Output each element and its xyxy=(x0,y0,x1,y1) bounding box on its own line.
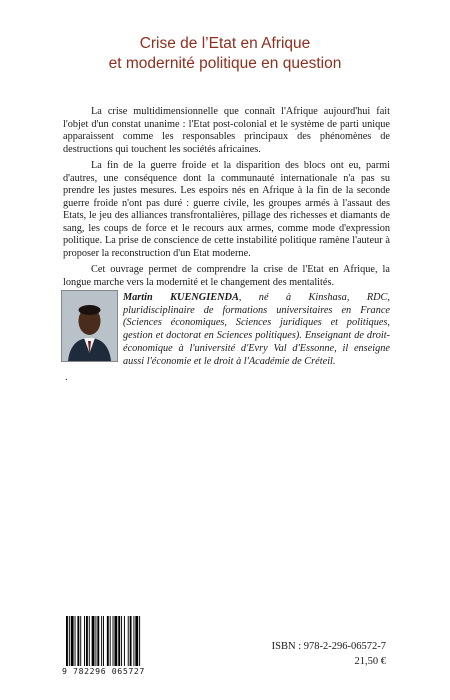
barcode-bar xyxy=(133,616,134,668)
barcode-bar xyxy=(128,616,129,668)
barcode-bar xyxy=(103,616,104,668)
author-bio xyxy=(123,292,390,368)
blurb-paragraph-3: Cet ouvrage permet de comprendre la crise de l'Etat en Afrique, la longue marche vers la modernité et le changement des mentalités. xyxy=(63,264,390,288)
author-portrait-icon xyxy=(62,291,117,361)
author-photo xyxy=(61,290,118,362)
barcode-bar xyxy=(114,616,117,668)
barcode-bar xyxy=(86,616,88,668)
barcode-bar xyxy=(80,616,81,668)
author-bio-text: , né à Kinshasa, RDC, pluridisciplinaire de formations universitaires en France (Sciences économiques, Sciences juridiques et politiques, gestion et doctorat en Sciences politiques). Enseignant de droit-économique à l'université d'Evry Val d'Essonne, il enseigne aussi l'économie et le droit à l'Académie de Créteil. xyxy=(123,292,390,367)
isbn: ISBN : 978-2-296-06572-7 xyxy=(271,641,386,652)
barcode-bar xyxy=(113,616,114,668)
blurb-paragraph-2: La fin de la guerre froide et la disparition des blocs ont eu, parmi d'autres, une conséquence dont la communauté internationale n'a pas su prendre les justes mesures. Les espoirs nés en Afrique à la fin de la seconde guerre froide n'ont pas duré : guerre civile, les groupes armés à l'assaut des Etats, le jeu des alliances transfrontalières, pillage des richesses et diamants de sang, les coups de force et le recours aux armes, comme mode d'expression politique. La prise de conscience de cette instabilité politique ramène l'auteur à proposer la reconstruction d'un Etat moderne. xyxy=(63,160,390,259)
barcode-bar xyxy=(107,616,109,668)
barcode-bar xyxy=(135,616,138,668)
barcode-bar xyxy=(101,616,102,668)
barcode-bar xyxy=(139,616,140,668)
barcode-bar xyxy=(75,616,76,668)
price: 21,50 € xyxy=(354,656,386,667)
stray-dot: . xyxy=(65,372,68,383)
author-name: Martin KUENGIENDA xyxy=(123,292,239,303)
barcode-bar xyxy=(77,616,79,668)
barcode-bar xyxy=(95,616,96,668)
barcode-bar xyxy=(89,616,90,668)
barcode-bar xyxy=(97,616,99,668)
barcode-bar xyxy=(110,616,111,668)
barcode-bar xyxy=(71,616,74,668)
barcode-bar xyxy=(121,616,122,668)
blurb-paragraph-1: La crise multidimensionnelle que connaît l'Afrique aujourd'hui fait l'objet d'un constat unanime : l'Etat post-colonial et le système de parti unique apparaissent comme les responsables principaux des phénomènes de destructions qui touchent les sociétés africaines. xyxy=(63,106,390,155)
barcode-digits: 9 782296 065727 xyxy=(60,666,182,676)
barcode-bar xyxy=(124,616,125,668)
barcode-bar xyxy=(66,616,68,668)
blurb xyxy=(63,106,390,293)
barcode-bar xyxy=(69,616,70,668)
book-title-line-2: et modernité politique en question xyxy=(108,55,342,72)
barcode-bar xyxy=(130,616,132,668)
barcode-bar xyxy=(84,616,85,668)
book-title-line-1: Crise de l’Etat en Afrique xyxy=(139,35,311,52)
barcode-bar xyxy=(92,616,95,668)
barcode-bar xyxy=(118,616,120,668)
